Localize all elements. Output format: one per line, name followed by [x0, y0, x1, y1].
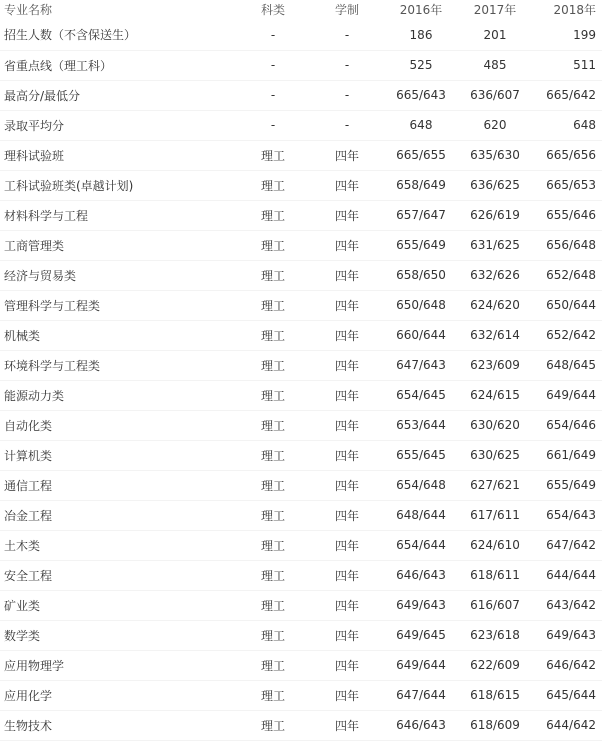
cell-duration: - [310, 20, 384, 50]
cell-category: 理工 [236, 710, 310, 740]
cell-2018: 648/645 [532, 350, 602, 380]
cell-2017: 632/614 [458, 320, 532, 350]
cell-2018: 199 [532, 20, 602, 50]
table-row [0, 380, 602, 410]
table-row [0, 140, 602, 170]
cell-2018: 511 [532, 50, 602, 80]
cell-duration: 四年 [310, 590, 384, 620]
table-row [0, 350, 602, 380]
header-major: 专业名称 [4, 3, 53, 17]
table-row [0, 470, 602, 500]
cell-duration: 四年 [310, 680, 384, 710]
table-row [0, 560, 602, 590]
cell-2017: 636/625 [458, 170, 532, 200]
table-row [0, 710, 602, 740]
cell-duration: 四年 [310, 140, 384, 170]
cell-2017: 620 [458, 110, 532, 140]
cell-duration: 四年 [310, 200, 384, 230]
cell-duration: 四年 [310, 500, 384, 530]
table-row [0, 680, 602, 710]
cell-2016: 665/655 [384, 140, 458, 170]
cell-2016: 649/645 [384, 620, 458, 650]
cell-category: 理工 [236, 290, 310, 320]
cell-category: 理工 [236, 350, 310, 380]
cell-category: 理工 [236, 500, 310, 530]
cell-2017: 618/615 [458, 680, 532, 710]
cell-2016: 648 [384, 110, 458, 140]
cell-2018: 654/643 [532, 500, 602, 530]
header-category: 科类 [260, 3, 285, 17]
cell-category: - [236, 20, 310, 50]
table-row [0, 50, 602, 80]
cell-2017: 635/630 [458, 140, 532, 170]
header-year-2016: 2016年 [399, 3, 443, 17]
cell-duration: 四年 [310, 560, 384, 590]
cell-category: 理工 [236, 590, 310, 620]
table-row [0, 290, 602, 320]
cell-duration: 四年 [310, 620, 384, 650]
cell-major: 计算机类 [0, 440, 236, 470]
cell-2018: 643/642 [532, 590, 602, 620]
table-row [0, 200, 602, 230]
cell-2018: 665/656 [532, 140, 602, 170]
cell-2016: 658/650 [384, 260, 458, 290]
cell-major: 能源动力类 [0, 380, 236, 410]
cell-duration: 四年 [310, 260, 384, 290]
table-row [0, 530, 602, 560]
table-row [0, 80, 602, 110]
table-body [0, 20, 602, 740]
header-year-2017: 2017年 [473, 3, 517, 17]
cell-major: 环境科学与工程类 [0, 350, 236, 380]
cell-major: 工科试验班类(卓越计划) [0, 170, 236, 200]
cell-duration: 四年 [310, 170, 384, 200]
cell-2018: 644/642 [532, 710, 602, 740]
table-row [0, 170, 602, 200]
cell-major: 自动化类 [0, 410, 236, 440]
cell-major: 经济与贸易类 [0, 260, 236, 290]
table-row [0, 590, 602, 620]
cell-major: 土木类 [0, 530, 236, 560]
cell-2018: 656/648 [532, 230, 602, 260]
cell-category: 理工 [236, 440, 310, 470]
cell-2017: 623/618 [458, 620, 532, 650]
cell-2018: 645/644 [532, 680, 602, 710]
cell-2017: 624/615 [458, 380, 532, 410]
cell-major: 冶金工程 [0, 500, 236, 530]
cell-2017: 485 [458, 50, 532, 80]
cell-duration: - [310, 110, 384, 140]
table-row [0, 650, 602, 680]
cell-2018: 650/644 [532, 290, 602, 320]
cell-category: 理工 [236, 380, 310, 410]
cell-category: 理工 [236, 320, 310, 350]
cell-duration: 四年 [310, 470, 384, 500]
cell-major: 管理科学与工程类 [0, 290, 236, 320]
cell-major: 理科试验班 [0, 140, 236, 170]
cell-category: - [236, 80, 310, 110]
cell-2016: 647/644 [384, 680, 458, 710]
table-row [0, 410, 602, 440]
header-duration: 学制 [334, 3, 359, 17]
cell-2018: 652/642 [532, 320, 602, 350]
cell-2017: 636/607 [458, 80, 532, 110]
cell-major: 数学类 [0, 620, 236, 650]
cell-2017: 632/626 [458, 260, 532, 290]
cell-major: 工商管理类 [0, 230, 236, 260]
cell-major: 安全工程 [0, 560, 236, 590]
table-row [0, 440, 602, 470]
cell-2016: 657/647 [384, 200, 458, 230]
table-row [0, 110, 602, 140]
cell-category: 理工 [236, 230, 310, 260]
table-header-row [0, 0, 602, 20]
cell-duration: 四年 [310, 320, 384, 350]
cell-duration: 四年 [310, 380, 384, 410]
cell-2018: 648 [532, 110, 602, 140]
cell-duration: 四年 [310, 530, 384, 560]
cell-2017: 617/611 [458, 500, 532, 530]
cell-2017: 618/609 [458, 710, 532, 740]
cell-duration: 四年 [310, 350, 384, 380]
cell-duration: 四年 [310, 440, 384, 470]
cell-duration: 四年 [310, 710, 384, 740]
cell-category: 理工 [236, 140, 310, 170]
table-row [0, 500, 602, 530]
cell-2017: 618/611 [458, 560, 532, 590]
cell-2016: 654/648 [384, 470, 458, 500]
cell-2018: 655/646 [532, 200, 602, 230]
cell-2016: 660/644 [384, 320, 458, 350]
cell-category: - [236, 110, 310, 140]
cell-category: 理工 [236, 620, 310, 650]
cell-2018: 644/644 [532, 560, 602, 590]
cell-2017: 631/625 [458, 230, 532, 260]
cell-major: 省重点线（理工科） [0, 50, 236, 80]
cell-duration: 四年 [310, 290, 384, 320]
table-row [0, 260, 602, 290]
table-row [0, 230, 602, 260]
cell-2016: 186 [384, 20, 458, 50]
cell-major: 生物技术 [0, 710, 236, 740]
cell-category: 理工 [236, 410, 310, 440]
cell-duration: - [310, 50, 384, 80]
cell-2016: 649/644 [384, 650, 458, 680]
cell-2016: 658/649 [384, 170, 458, 200]
cell-2018: 661/649 [532, 440, 602, 470]
cell-2017: 627/621 [458, 470, 532, 500]
cell-major: 机械类 [0, 320, 236, 350]
cell-2017: 622/609 [458, 650, 532, 680]
cell-2017: 201 [458, 20, 532, 50]
cell-2018: 649/644 [532, 380, 602, 410]
cell-2017: 616/607 [458, 590, 532, 620]
cell-major: 矿业类 [0, 590, 236, 620]
cell-2018: 649/643 [532, 620, 602, 650]
cell-2016: 649/643 [384, 590, 458, 620]
cell-2016: 646/643 [384, 710, 458, 740]
cell-duration: 四年 [310, 650, 384, 680]
cell-category: 理工 [236, 470, 310, 500]
cell-category: 理工 [236, 200, 310, 230]
cell-2017: 624/610 [458, 530, 532, 560]
cell-duration: - [310, 80, 384, 110]
cell-2018: 646/642 [532, 650, 602, 680]
cell-2017: 630/620 [458, 410, 532, 440]
cell-major: 最高分/最低分 [0, 80, 236, 110]
cell-2016: 655/649 [384, 230, 458, 260]
cell-2017: 623/609 [458, 350, 532, 380]
cell-2016: 646/643 [384, 560, 458, 590]
cell-2017: 630/625 [458, 440, 532, 470]
cell-2016: 525 [384, 50, 458, 80]
cell-major: 招生人数（不含保送生） [0, 20, 236, 50]
header-year-2018: 2018年 [553, 3, 596, 17]
cell-major: 材料科学与工程 [0, 200, 236, 230]
cell-2017: 624/620 [458, 290, 532, 320]
table-row [0, 20, 602, 50]
cell-major: 通信工程 [0, 470, 236, 500]
cell-2018: 647/642 [532, 530, 602, 560]
cell-2018: 655/649 [532, 470, 602, 500]
cell-2016: 654/644 [384, 530, 458, 560]
cell-2018: 665/642 [532, 80, 602, 110]
cell-major: 应用化学 [0, 680, 236, 710]
cell-duration: 四年 [310, 410, 384, 440]
cell-2017: 626/619 [458, 200, 532, 230]
cell-category: 理工 [236, 680, 310, 710]
cell-2016: 654/645 [384, 380, 458, 410]
cell-category: - [236, 50, 310, 80]
cell-major: 应用物理学 [0, 650, 236, 680]
cell-2018: 652/648 [532, 260, 602, 290]
table-row [0, 320, 602, 350]
cell-category: 理工 [236, 260, 310, 290]
cell-category: 理工 [236, 560, 310, 590]
cell-category: 理工 [236, 170, 310, 200]
cell-major: 录取平均分 [0, 110, 236, 140]
cell-2018: 654/646 [532, 410, 602, 440]
cell-2016: 653/644 [384, 410, 458, 440]
cell-2016: 650/648 [384, 290, 458, 320]
cell-2016: 648/644 [384, 500, 458, 530]
table-row [0, 620, 602, 650]
cell-category: 理工 [236, 650, 310, 680]
cell-2016: 647/643 [384, 350, 458, 380]
cell-2018: 665/653 [532, 170, 602, 200]
cell-duration: 四年 [310, 230, 384, 260]
cell-2016: 655/645 [384, 440, 458, 470]
cell-2016: 665/643 [384, 80, 458, 110]
cell-category: 理工 [236, 530, 310, 560]
